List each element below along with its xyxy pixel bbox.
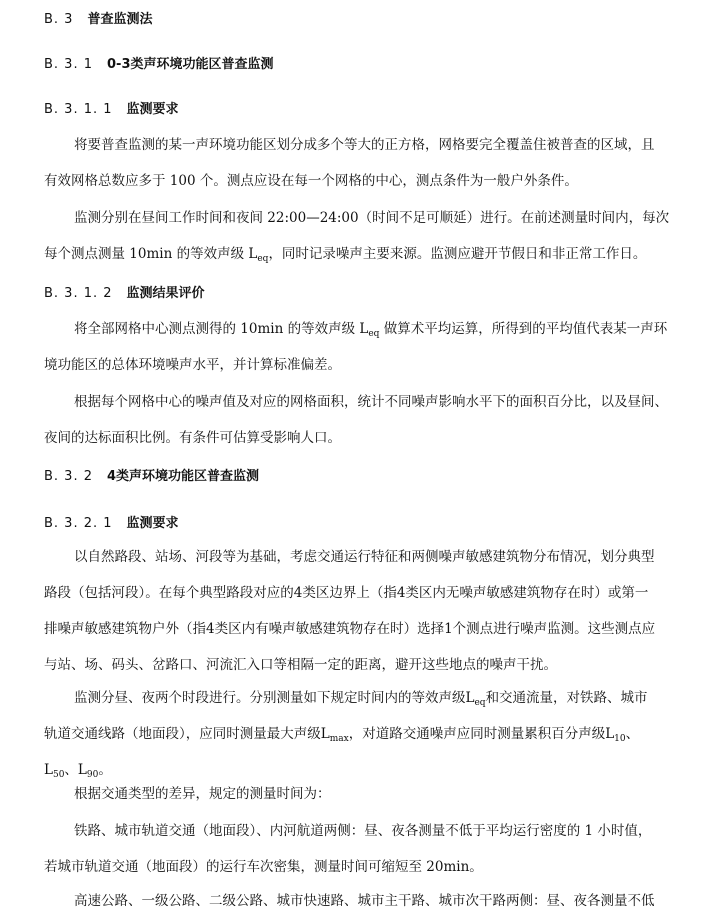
paragraph-line: 铁路、城市轨道交通（地面段）、内河航道两侧：昼、夜各测量不低于平均运行密度的 1 小时值，	[74, 823, 652, 839]
paragraph-line: 有效网格总数应多于 100 个。测点应设在每一个网格的中心，测点条件为一般户外条件。	[44, 173, 578, 189]
paragraph-day-night-periods	[44, 680, 674, 788]
section-number: B. 3. 2. 1	[44, 516, 113, 531]
paragraph-area-statistics	[44, 384, 674, 456]
paragraph-line: 根据每个网格中心的噪声值及对应的网格面积，统计不同噪声影响水平下的面积百分比，以及昼间、	[74, 394, 668, 410]
section-title: 监测要求	[126, 516, 179, 531]
paragraph-line: 将要普查监测的某一声环境功能区划分成多个等大的正方格，网格要完全覆盖住被普查的区域，且	[74, 137, 655, 153]
paragraph-line: 与站、场、码头、岔路口、河流汇入口等相隔一定的距离，避开这些地点的噪声干扰。	[44, 657, 557, 673]
paragraph-grid-division	[44, 127, 674, 199]
paragraph-monitoring-time	[44, 200, 674, 272]
paragraph-line: 根据交通类型的差异，规定的测量时间为：	[74, 786, 331, 802]
paragraph-line: 将全部网格中心测点测得的 10min 的等效声级 $L_{eq}$ 做算术平均运算，所得到的平均值代表某一声环	[74, 321, 668, 339]
paragraph-line: 监测分昼、夜两个时段进行。分别测量如下规定时间内的等效声级$L_{eq}$和交通流量，对铁路、城市	[74, 690, 648, 708]
paragraph-line: 境功能区的总体环境噪声水平，并计算标准偏差。	[44, 357, 341, 373]
section-number: B. 3. 1. 1	[44, 102, 113, 117]
section-number: B. 3. 2	[44, 469, 93, 484]
paragraph-line: 每个测点测量 10min 的等效声级 $L_{eq}$，同时记录噪声主要来源。监测应避开节假日和非正常工作日。	[44, 246, 647, 264]
paragraph-measurement-time-intro	[44, 776, 674, 812]
section-title: 0-3类声环境功能区普查监测	[107, 57, 274, 72]
section-number: B. 3. 1. 2	[44, 286, 113, 301]
paragraph-line: $L_{50}$、$L_{90}$。	[44, 762, 112, 780]
paragraph-line: 以自然路段、站场、河段等为基础，考虑交通运行特征和两侧噪声敏感建筑物分布情况，划分典型	[74, 549, 655, 565]
paragraph-line: 夜间的达标面积比例。有条件可估算受影响人口。	[44, 430, 341, 446]
paragraph-line: 排噪声敏感建筑物户外（指4类区内有噪声敏感建筑物存在时）选择1个测点进行噪声监测。这些测点应	[44, 621, 656, 637]
section-heading-b312	[44, 282, 205, 301]
paragraph-line: 高速公路、一级公路、二级公路、城市快速路、城市主干路、城市次干路两侧：昼、夜各测量不低	[74, 893, 655, 909]
section-heading-b311	[44, 98, 179, 117]
paragraph-line: 监测分别在昼间工作时间和夜间 22:00—24:00（时间不足可顺延）进行。在前述测量时间内，每次	[74, 210, 670, 226]
section-number: B. 3. 1	[44, 57, 93, 72]
section-heading-b321	[44, 512, 179, 531]
paragraph-line: 路段（包括河段）。在每个典型路段对应的4类区边界上（指4类区内无噪声敏感建筑物存在时）或第一	[44, 585, 649, 601]
paragraph-line: 轨道交通线路（地面段），应同时测量最大声级$L_{max}$，对道路交通噪声应同时测量累积百分声级$L_{10}$、	[44, 726, 640, 744]
section-heading-b3	[44, 8, 152, 27]
paragraph-railway-measurement	[44, 813, 674, 885]
section-title: 4类声环境功能区普查监测	[107, 469, 260, 484]
section-title: 监测结果评价	[126, 286, 205, 301]
paragraph-highway-measurement	[44, 883, 674, 919]
section-number: B. 3	[44, 12, 74, 27]
paragraph-line: 若城市轨道交通（地面段）的运行车次密集，测量时间可缩短至 20min。	[44, 859, 483, 875]
section-heading-b31	[44, 53, 274, 72]
section-title: 普查监测法	[87, 12, 153, 27]
paragraph-average-evaluation	[44, 311, 674, 383]
section-title: 监测要求	[126, 102, 179, 117]
section-heading-b32	[44, 465, 259, 484]
paragraph-typical-road-sections	[44, 539, 674, 683]
